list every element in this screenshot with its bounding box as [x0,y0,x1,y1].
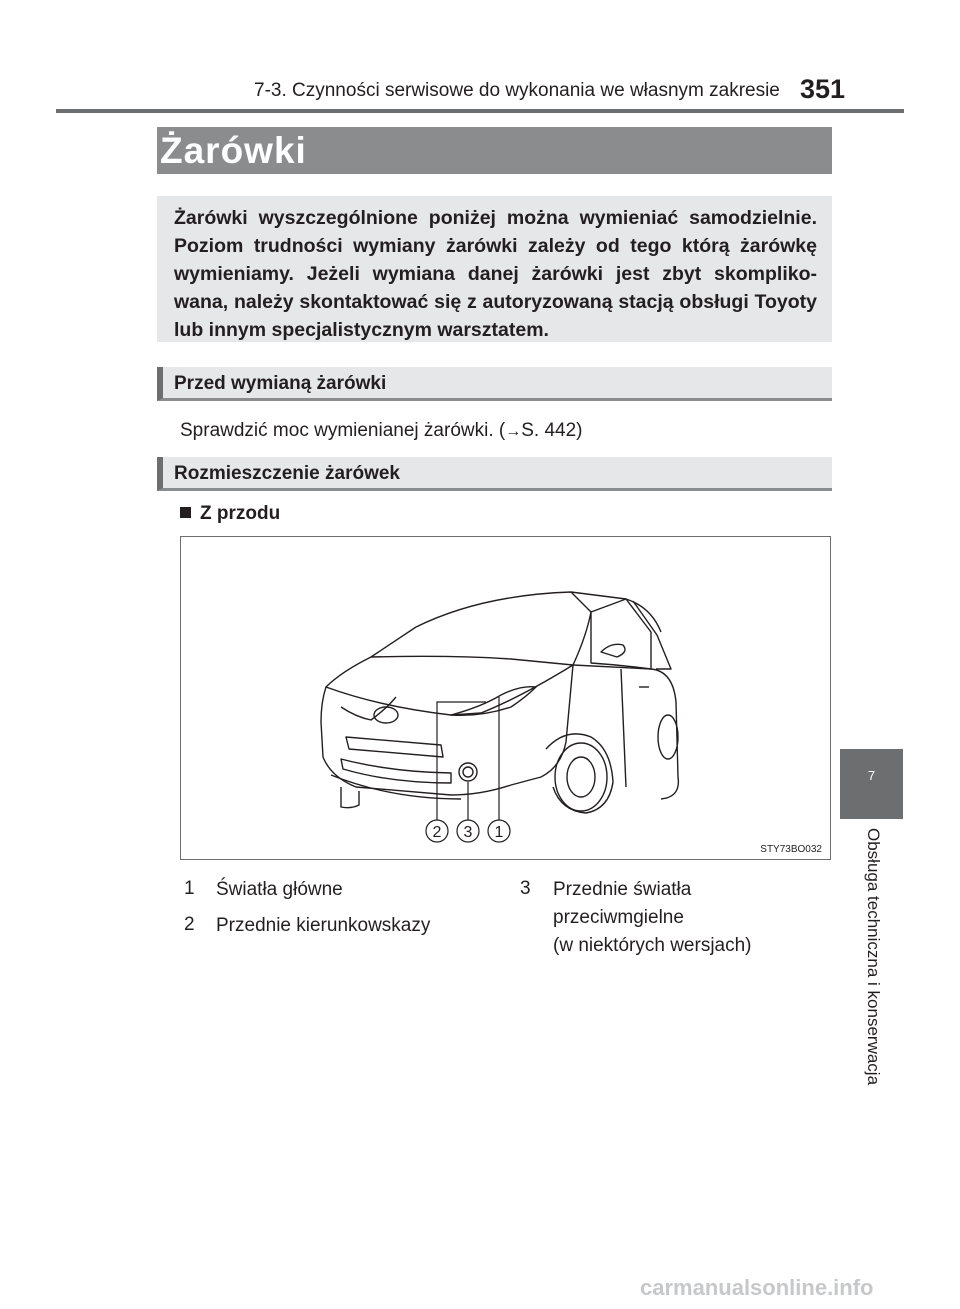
fog-light [459,763,477,781]
subheading-front-label: Z przodu [200,503,281,524]
section-title-bulb-locations: Rozmieszczenie żarówek [174,463,400,484]
upper-grille [346,737,443,757]
side-window-rear [633,601,671,669]
running-header: 7-3. Czynności serwisowe do wykonania we własnym zakresie [254,80,780,101]
section-title-before-replacement: Przed wymianą żarówki [174,373,387,394]
roof-line [416,592,661,632]
chapter-tab-number: 7 [867,768,876,783]
right-headlight [451,687,536,716]
chapter-side-label [863,828,887,1128]
front-fascia [321,665,573,795]
windshield [371,592,591,665]
chapter-tab[interactable] [840,749,903,819]
header-rule [56,109,904,113]
lower-grille [341,759,451,783]
legend-3-number: 3 [520,878,531,899]
legend-2-number: 2 [184,914,195,935]
legend-2-label: Przednie kierunkowskazy [216,915,431,936]
callout-1-label: 1 [494,824,504,841]
left-wheel [341,787,359,808]
page-reference-link[interactable]: S. 442) [521,420,583,441]
chapter-side-label-text: Obsługa techniczna i konserwacja [864,828,883,1086]
legend-3-label-line3: (w niektórych wersjach) [553,935,752,956]
legend-1-number: 1 [184,878,195,899]
callout-3-label: 3 [463,824,473,841]
callout-2-label: 2 [432,824,442,841]
page-number: 351 [800,74,846,104]
callout-markers [426,820,510,842]
side-window-front [591,599,651,669]
legend-1-label: Światła główne [216,879,343,900]
watermark: carmanualsonline.info [640,1275,874,1300]
hood [326,657,573,715]
car-front-figure [180,536,831,860]
square-bullet-icon [180,507,191,518]
door-line [621,669,626,787]
legend-3-label-line2: przeciwmgielne [553,907,684,928]
subheading-front [180,503,280,525]
rear-wheel [658,715,678,759]
front-wheel [555,743,607,811]
bumper-lower [331,775,461,799]
check-wattage-text [180,420,582,442]
check-wattage-label: Sprawdzić moc wymienianej żarówki. ( [180,420,506,441]
arrow-icon: → [505,423,522,440]
front-wheel-arch [546,734,613,813]
intro-text: Żarówki wyszczególnione poniżej można wymieniać samodzielnie. Poziom trudności wymiany żarówki zależy od tego którą żarówkę wymieniamy. Jeżeli wymiana danej żarówki jest zbyt skompliko-wana, należy skontaktować się z autoryzowaną stacją obsługi Toyoty lub innym specjalistycznym warsztatem. [174,207,817,341]
legend-3-label-line1: Przednie światła [553,879,692,900]
car-illustration [181,537,830,859]
page-title: Żarówki [160,130,307,171]
side-mirror [601,644,625,657]
figure-code: STY73BO032 [760,844,822,855]
